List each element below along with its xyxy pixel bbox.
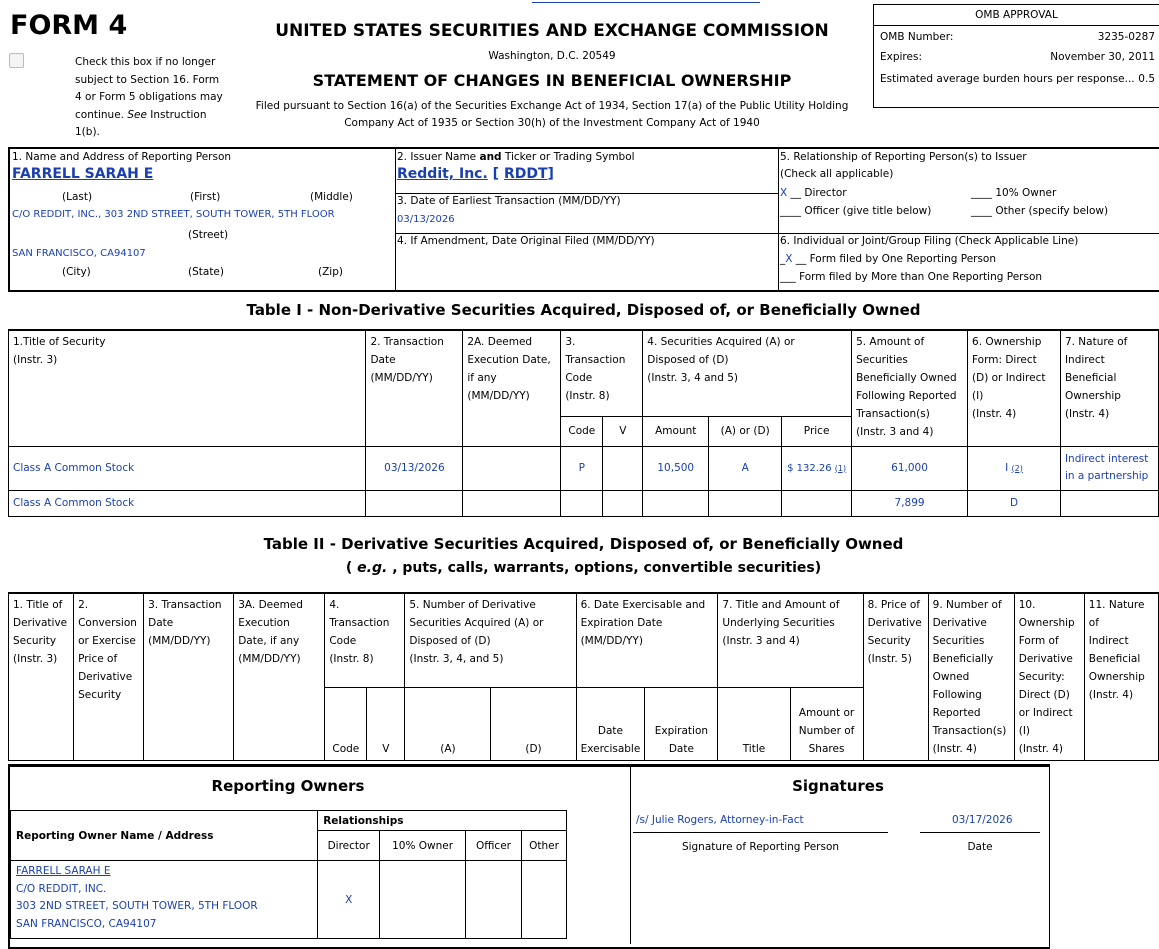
t2-sub-a: (A) [405,688,491,761]
omb-approval-box [873,4,1159,108]
street-value: C/O REDDIT, INC., 303 2ND STREET, SOUTH TOWER, 5TH FLOOR [12,209,335,220]
zip-caption: (Zip) [318,266,343,278]
table2-subheading: ( e.g. , puts, calls, warrants, options, convertible securities) [345,560,822,576]
reporting-person-name-link[interactable]: FARRELL SARAH E [12,166,154,182]
reporting-owners-table [10,810,567,939]
t1-sub-code: Code [561,416,603,446]
ro-relationships: Relationships [318,811,567,831]
t1-r1-amount: 10,500 [643,446,709,490]
commission-location: Washington, D.C. 20549 [488,50,616,62]
t1-r1-price: $ 132.26 (1) [782,446,852,490]
signer-value: /s/ Julie Rogers, Attorney-in-Fact [636,814,804,826]
officer-option: ____ Officer (give title below) [780,205,932,217]
one-prefix: _ [780,253,786,265]
omb-expires-value: November 30, 2011 [1050,51,1155,63]
table2-heading: Table II - Derivative Securities Acquired, Disposed of, or Beneficially Owned [263,535,904,553]
t1-sub-price: Price [782,416,852,446]
t1-r1-code: P [561,446,603,490]
table2 [8,592,1159,761]
t2-h-nature: 11. Nature of Indirect Beneficial Ownership (Instr. 4) [1084,593,1158,761]
t1-r1-deemed [463,446,561,490]
table-row [9,446,1159,490]
street-caption: (Street) [188,229,229,241]
ro-officer: Officer [466,831,522,861]
t2-sub-title: Title [718,688,790,761]
t2-h-date: 3. Transaction Date (MM/DD/YY) [144,593,234,761]
state-caption: (State) [188,266,224,278]
t2-h-ownership: 10. Ownership Form of Derivative Security: Direct (D) or Indirect (I) (Instr. 4) [1014,593,1084,761]
statement-title: STATEMENT OF CHANGES IN BENEFICIAL OWNERSHIP [312,71,792,90]
ro-other: Other [521,831,566,861]
t1-h-deemed: 2A. Deemed Execution Date, if any (MM/DD/YY) [463,330,561,446]
t2-h-conversion: 2. Conversion or Exercise Price of Derivative Security [74,593,144,761]
t2-h-code: 4. Transaction Code (Instr. 8) [325,593,405,688]
one-person-option: __ Form filed by One Reporting Person [795,253,997,265]
signer-line [633,832,888,833]
info-section [8,147,1159,292]
director-mark: X [780,187,788,199]
t2-sub-amount: Amount or Number of Shares [790,688,863,761]
box6-filing [778,233,1159,290]
t2-sub-d: (D) [491,688,576,761]
signer-caption: Signature of Reporting Person [681,841,840,853]
t1-r1-title: Class A Common Stock [9,446,366,490]
box6-label: 6. Individual or Joint/Group Filing (Check Applicable Line) [780,235,1079,247]
t2-h-title: 1. Title of Derivative Security (Instr. 3) [9,593,74,761]
ro-owner: FARRELL SARAH E C/O REDDIT, INC. 303 2ND STREET, SOUTH TOWER, 5TH FLOOR SAN FRANCISCO, CA94107 [11,861,318,939]
top-link-fragment [532,0,760,3]
t2-sub-exercisable: Date Exercisable [576,688,645,761]
t2-sub-code: Code [325,688,367,761]
box1-label: 1. Name and Address of Reporting Person [12,151,232,163]
first-caption: (First) [190,191,221,203]
omb-number-value: 3235-0287 [1097,31,1155,43]
t1-h-title: 1.Title of Security (Instr. 3) [9,330,366,446]
t1-h-date: 2. Transaction Date (MM/DD/YY) [366,330,463,446]
ticker-link[interactable]: RDDT [503,166,548,182]
signature-date: 03/17/2026 [952,814,1013,826]
no-longer-subject-checkbox[interactable] [9,53,24,68]
other-option: ____ Other (specify below) [971,205,1109,217]
box5-sub: (Check all applicable) [780,168,894,180]
t2-h-deemed: 3A. Deemed Execution Date, if any (MM/DD/YY) [234,593,325,761]
signatures-heading: Signatures [792,777,884,795]
t1-r2-title: Class A Common Stock [9,490,366,516]
t2-h-exercisable: 6. Date Exercisable and Expiration Date (MM/DD/YY) [576,593,718,688]
footnote-2-link[interactable]: (2) [1011,463,1023,473]
box2-issuer [395,149,779,194]
omb-header: OMB APPROVAL [874,5,1159,26]
omb-number-label: OMB Number: [880,31,954,43]
box5-label: 5. Relationship of Reporting Person(s) to Issuer [780,151,1027,163]
t1-sub-v: V [603,416,643,446]
t1-r2-form: D [968,490,1061,516]
filed-pursuant: Filed pursuant to Section 16(a) of the Securities Exchange Act of 1934, Section 17(a) of the Public Utility Holding Company Act of 1935 or Section 30(h) of the Investment Company Act of 1940 [255,100,849,129]
ro-director-mark: X [318,861,380,939]
issuer-name-link[interactable]: Reddit, Inc. [397,166,488,182]
t1-sub-aord: (A) or (D) [709,416,782,446]
t1-r1-v [603,446,643,490]
table-row [9,490,1159,516]
t2-h-number: 5. Number of Derivative Securities Acquired (A) or Disposed of (D) (Instr. 3, 4, and 5) [405,593,576,688]
more-person-option: ___ Form filed by More than One Reporting Person [780,271,1043,283]
t1-r1-date: 03/13/2026 [366,446,463,490]
bracket-close: ] [547,166,554,182]
bracket-open: [ [492,166,500,182]
box3-label: 3. Date of Earliest Transaction (MM/DD/YY) [397,195,621,207]
box2-label-a: 2. Issuer Name [397,151,477,163]
box5-relationship [778,149,1159,234]
box4-amendment [395,233,779,290]
middle-caption: (Middle) [310,191,353,203]
box1-reporting-person [10,149,396,290]
commission-name: UNITED STATES SECURITIES AND EXCHANGE COMMISSION [275,21,829,41]
t1-h-nature: 7. Nature of Indirect Beneficial Ownership (Instr. 4) [1060,330,1158,446]
t1-h-acquired: 4. Securities Acquired (A) or Disposed of (D) (Instr. 3, 4 and 5) [643,330,852,416]
t2-h-owned: 9. Number of Derivative Securities Beneficially Owned Following Reported Transaction(s) (Instr. 4) [928,593,1014,761]
table-row [11,861,567,939]
date-caption: Date [967,841,993,853]
t1-r1-form: I (2) [968,446,1061,490]
reporting-owners-heading: Reporting Owners [211,777,365,795]
box3-earliest-date [395,193,779,234]
ro-name-col: Reporting Owner Name / Address [11,811,318,861]
table1 [8,329,1159,517]
footnote-1-link[interactable]: (1) [834,463,847,473]
box2-label-b: Ticker or Trading Symbol [504,151,635,163]
city-caption: (City) [62,266,91,278]
ro-director: Director [318,831,380,861]
box4-label: 4. If Amendment, Date Original Filed (MM/DD/YY) [397,235,655,247]
ten-pct-option: ____ 10% Owner [971,187,1057,199]
t1-h-code: 3. Transaction Code (Instr. 8) [561,330,643,416]
t1-r1-nature: Indirect interest in a partnership [1060,446,1158,490]
t2-sub-v: V [367,688,405,761]
omb-burden-label: Estimated average burden hours per response... [880,73,1135,85]
t1-h-ownership: 6. Ownership Form: Direct (D) or Indirect (I) (Instr. 4) [968,330,1061,446]
t1-r1-owned: 61,000 [852,446,968,490]
last-caption: (Last) [62,191,93,203]
one-person-mark: X [785,253,793,265]
t1-h-amount: 5. Amount of Securities Beneficially Owned Following Reported Transaction(s) (Instr. 3 and 4) [852,330,968,446]
box3-value: 03/13/2026 [397,214,455,225]
checkbox-instructions: Check this box if no longer subject to Section 16. Form 4 or Form 5 obligations may continue. See Instruction 1(b). [75,56,223,138]
director-option: __ Director [790,187,847,199]
table1-heading: Table I - Non-Derivative Securities Acquired, Disposed of, or Beneficially Owned [246,301,921,319]
date-line [920,832,1040,833]
t2-sub-expiration: Expiration Date [645,688,718,761]
ro-owner-name-link[interactable]: FARRELL SARAH E [16,865,111,877]
box2-label-and: and [479,151,502,163]
t2-h-underlying: 7. Title and Amount of Underlying Securities (Instr. 3 and 4) [718,593,863,688]
form-title: FORM 4 [10,10,128,41]
t2-h-price: 8. Price of Derivative Security (Instr. 5) [863,593,928,761]
t1-r2-owned: 7,899 [852,490,968,516]
t1-sub-amount: Amount [643,416,709,446]
omb-expires-label: Expires: [880,51,922,63]
t1-r1-aord: A [709,446,782,490]
omb-burden-value: 0.5 [1138,73,1155,85]
ro-10pct: 10% Owner [380,831,466,861]
city-value: SAN FRANCISCO, CA94107 [12,248,146,259]
